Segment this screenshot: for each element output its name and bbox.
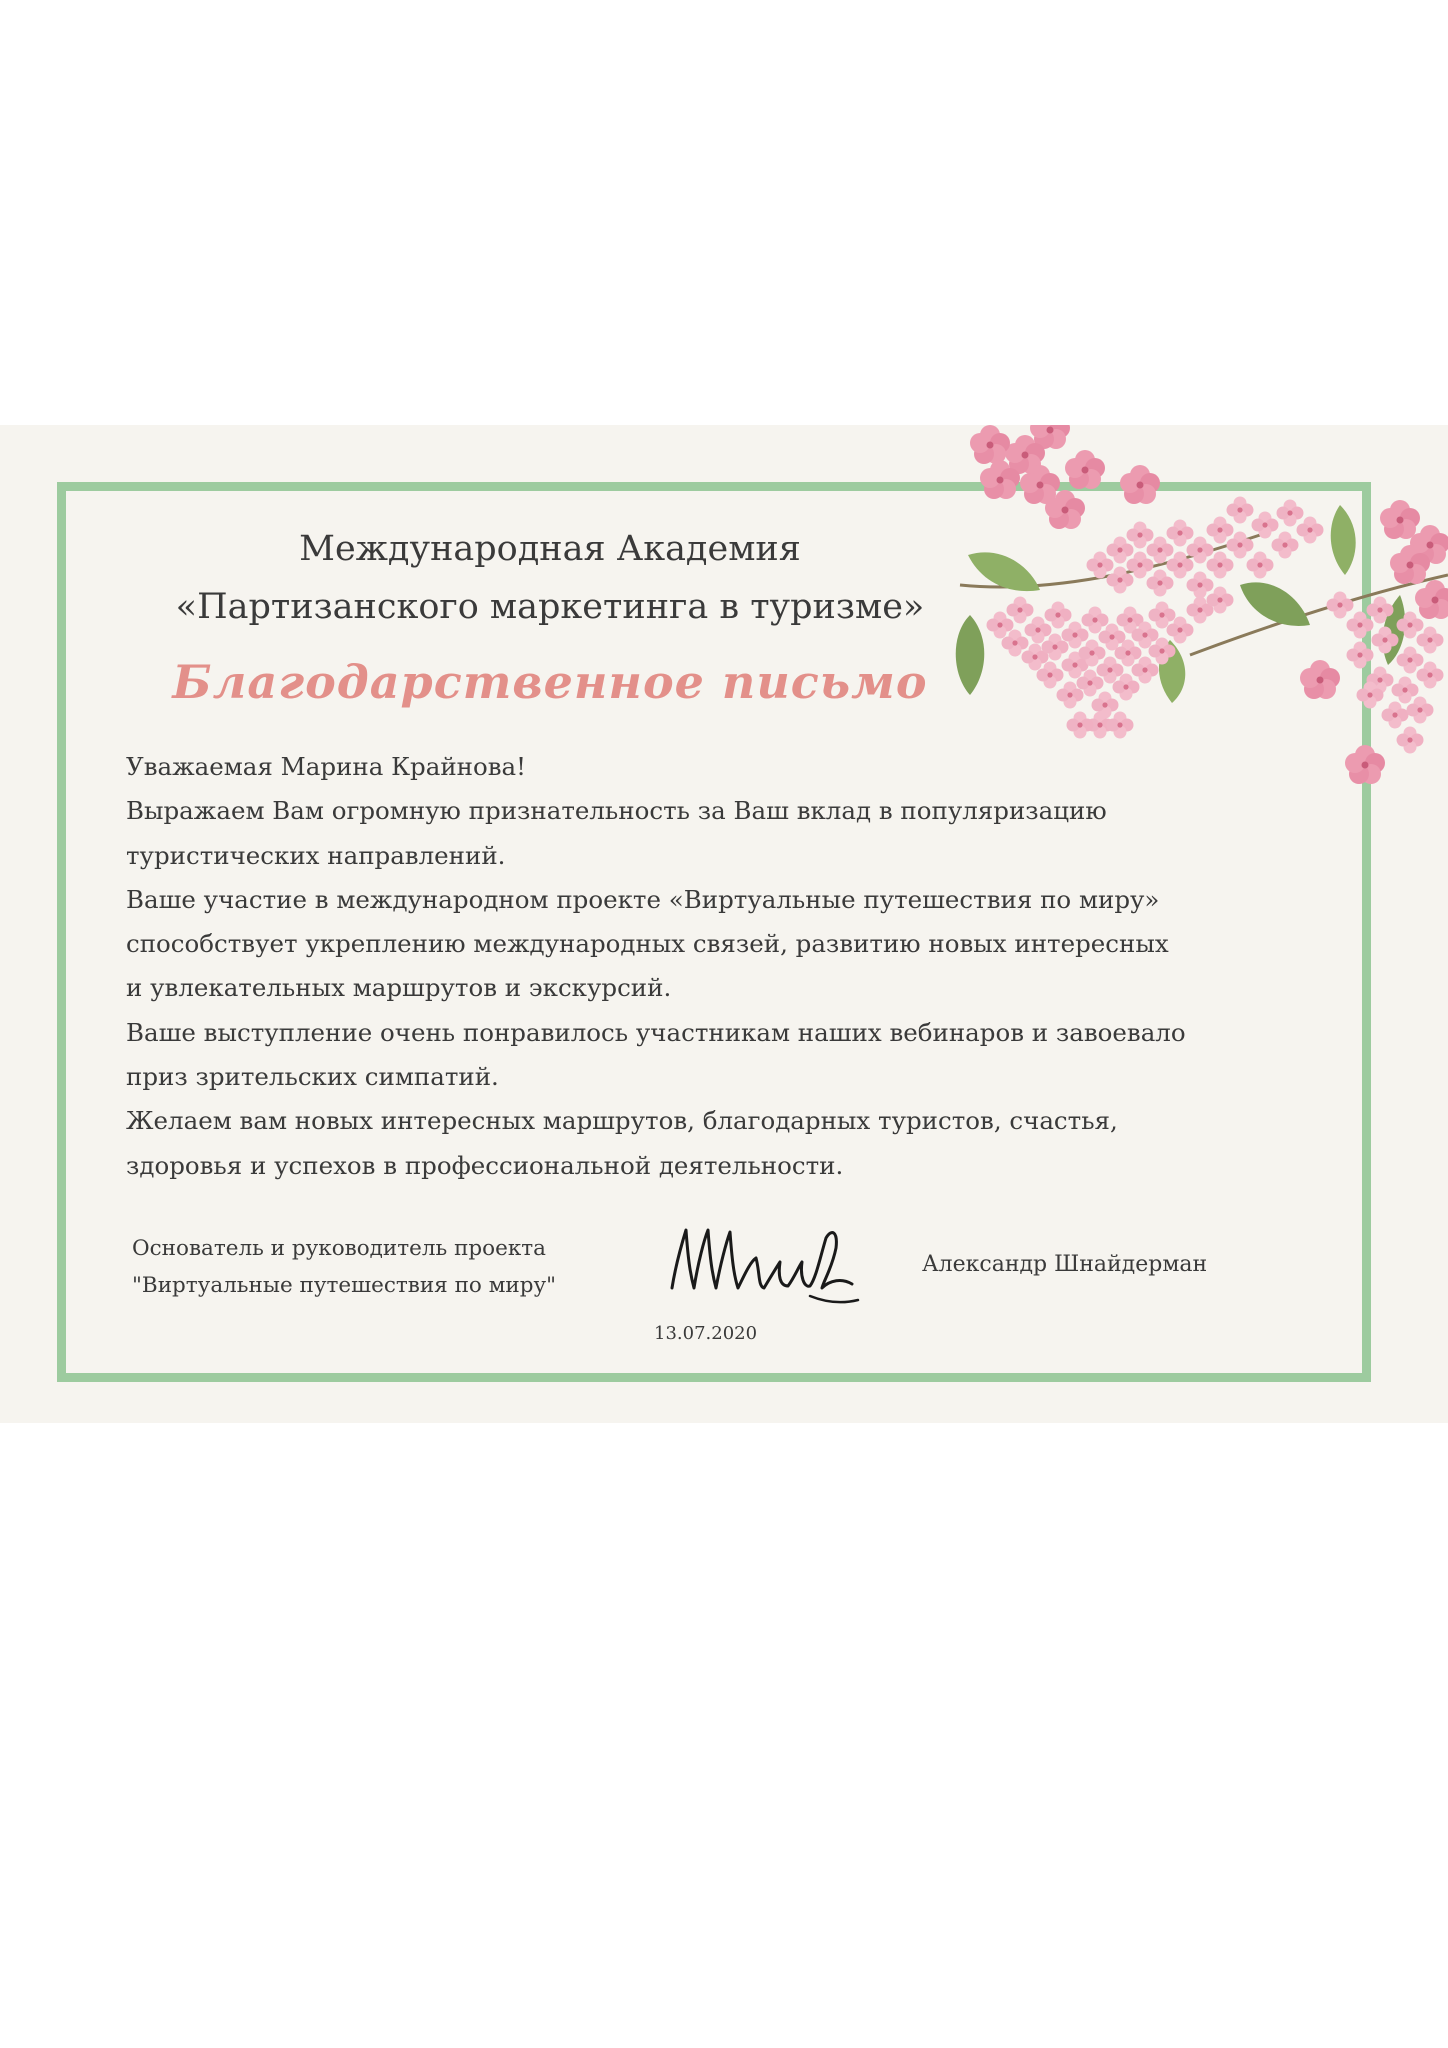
body-line: Ваше участие в международном проекте «Виртуальные путешествия по миру» (126, 884, 1160, 914)
signer-role-line-2: "Виртуальные путешествия по миру" (132, 1273, 557, 1298)
body-line: способствует укреплению международных связей, развитию новых интересных (126, 929, 1169, 959)
salutation: Уважаемая Марина Крайнова! (126, 752, 526, 781)
handwritten-signature (660, 1218, 865, 1313)
lilac-branch-illustration (940, 425, 1448, 795)
signer-role (132, 1230, 556, 1304)
body-line: туристических направлений. (126, 840, 506, 870)
body-line: приз зрительских симпатий. (126, 1062, 499, 1092)
organization-line-2: «Партизанского маркетинга в туризме» (175, 587, 925, 627)
document-title: Благодарственное письмо (172, 655, 928, 709)
organization-name (100, 520, 1000, 636)
organization-line-1: Международная Академия (299, 529, 801, 569)
body-line: Выражаем Вам огромную признательность за Ваш вклад в популяризацию (126, 796, 1107, 826)
body-line: Ваше выступление очень понравилось участникам наших вебинаров и завоевало (126, 1017, 1186, 1047)
body-line: и увлекательных маршрутов и экскурсий. (126, 973, 672, 1003)
signing-date: 13.07.2020 (654, 1323, 758, 1344)
signer-name: Александр Шнайдерман (922, 1252, 1208, 1277)
letter-body (126, 745, 1326, 1188)
signer-role-line-1: Основатель и руководитель проекта (132, 1236, 546, 1261)
body-line: Желаем вам новых интересных маршрутов, благодарных туристов, счастья, (126, 1106, 1118, 1136)
body-line: здоровья и успехов в профессиональной деятельности. (126, 1150, 844, 1180)
